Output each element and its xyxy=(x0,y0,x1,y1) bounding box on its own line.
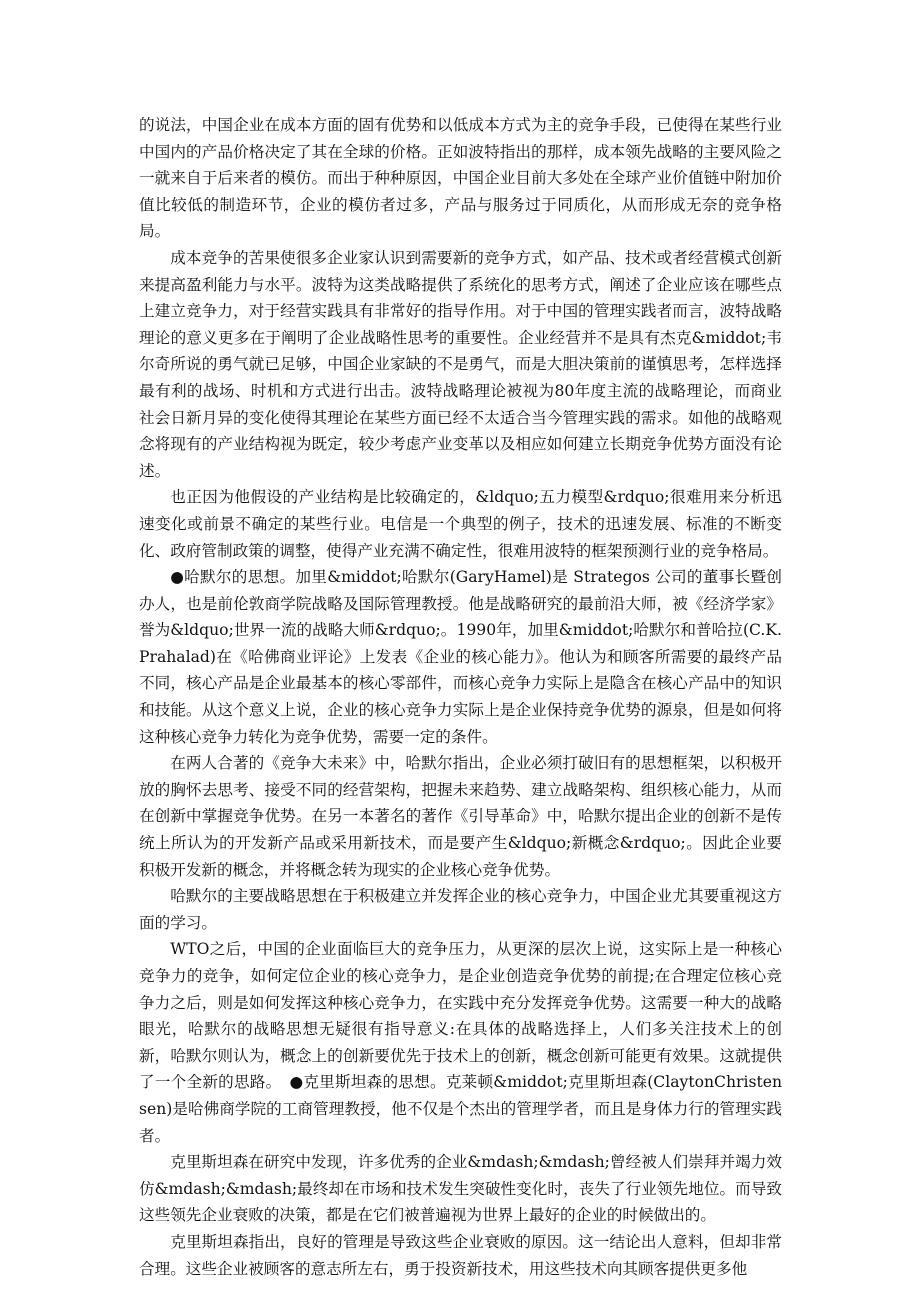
paragraph: 成本竞争的苦果使很多企业家认识到需要新的竞争方式，如产品、技术或者经营模式创新来提高盈利能力与水平。波特为这类战略提供了系统化的思考方式，阐述了企业应该在哪些点上建立竞争力，对于经营实践具有非常好的指导作用。对于中国的管理实践者而言，波特战略理论的意义更多在于阐明了企业战略性思考的重要性。企业经营并不是具有杰克&middot;韦尔奇所说的勇气就已足够，中国企业家缺的不是勇气，而是大胆决策前的谨慎思考，怎样选择最有利的战场、时机和方式进行出击。波特战略理论被视为80年度主流的战略理论，而商业社会日新月异的变化使得其理论在某些方面已经不太适合当今管理实践的需求。如他的战略观念将现有的产业结构视为既定，较少考虑产业变革以及相应如何建立长期竞争优势方面没有论述。 xyxy=(139,248,782,480)
paragraph: 的说法，中国企业在成本方面的固有优势和以低成本方式为主的竞争手段，已使得在某些行业中国内的产品价格决定了其在全球的价格。正如波特指出的那样，成本领先战略的主要风险之一就来自于后来者的模仿。而出于种种原因，中国企业目前大多处在全球产业价值链中附加价值比较低的制造环节，企业的模仿者过多，产品与服务过于同质化，从而形成无奈的竞争格局。 xyxy=(139,116,782,241)
paragraph: 克里斯坦森在研究中发现，许多优秀的企业&mdash;&mdash;曾经被人们崇拜并竭力效仿&mdash;&mdash;最终却在市场和技术发生突破性变化时，丧失了行业领先地位。而导致这些领先企业衰败的决策，都是在它们被普遍视为世界上最好的企业的时候做出的。 xyxy=(139,1153,782,1225)
paragraph: 哈默尔的主要战略思想在于积极建立并发挥企业的核心竞争力，中国企业尤其要重视这方面的学习。 xyxy=(139,887,782,932)
paragraph: ●哈默尔的思想。加里&middot;哈默尔(GaryHamel)是 Strategos 公司的董事长暨创办人，也是前伦敦商学院战略及国际管理教授。他是战略研究的最前沿大师，被《经济学家》誉为&ldquo;世界一流的战略大师&rdquo;。1990年，加里&middot;哈默尔和普哈拉(C.K.Prahalad)在《哈佛商业评论》上发表《企业的核心能力》。他认为和顾客所需要的最终产品不同，核心产品是企业最基本的核心零部件，而核心竞争力实际上是隐含在核心产品中的知识和技能。从这个意义上说，企业的核心竞争力实际上是企业保持竞争优势的源泉，但是如何将这种核心竞争力转化为竞争优势，需要一定的条件。 xyxy=(139,568,782,746)
paragraph: 也正因为他假设的产业结构是比较确定的，&ldquo;五力模型&rdquo;很难用来分析迅速变化或前景不确定的某些行业。电信是一个典型的例子，技术的迅速发展、标准的不断变化、政府管制政策的调整，使得产业充满不确定性，很难用波特的框架预测行业的竞争格局。 xyxy=(139,488,782,560)
paragraph: 在两人合著的《竞争大未来》中，哈默尔指出，企业必须打破旧有的思想框架，以积极开放的胸怀去思考、接受不同的经营架构，把握未来趋势、建立战略架构、组织核心能力，从而在创新中掌握竞争优势。在另一本著名的著作《引导革命》中，哈默尔提出企业的创新不是传统上所认为的开发新产品或采用新技术，而是要产生&ldquo;新概念&rdquo;。因此企业要积极开发新的概念，并将概念转为现实的企业核心竞争优势。 xyxy=(139,754,782,879)
document-body xyxy=(139,112,782,1282)
paragraph: 克里斯坦森指出，良好的管理是导致这些企业衰败的原因。这一结论出人意料，但却非常合理。这些企业被顾客的意志所左右，勇于投资新技术，用这些技术向其顾客提供更多他 xyxy=(139,1232,782,1278)
paragraph: WTO之后，中国的企业面临巨大的竞争压力，从更深的层次上说，这实际上是一种核心竞争力的竞争，如何定位企业的核心竞争力，是企业创造竞争优势的前提;在合理定位核心竞争力之后，则是如何发挥这种核心竞争力，在实践中充分发挥竞争优势。这需要一种大的战略眼光，哈默尔的战略思想无疑很有指导意义:在具体的战略选择上，人们多关注技术上的创新，哈默尔则认为，概念上的创新要优先于技术上的创新，概念创新可能更有效果。这就提供了一个全新的思路。 ●克里斯坦森的思想。克莱顿&middot;克里斯坦森(ClaytonChristensen)是哈佛商学院的工商管理教授，他不仅是个杰出的管理学者，而且是身体力行的管理实践者。 xyxy=(139,940,782,1145)
